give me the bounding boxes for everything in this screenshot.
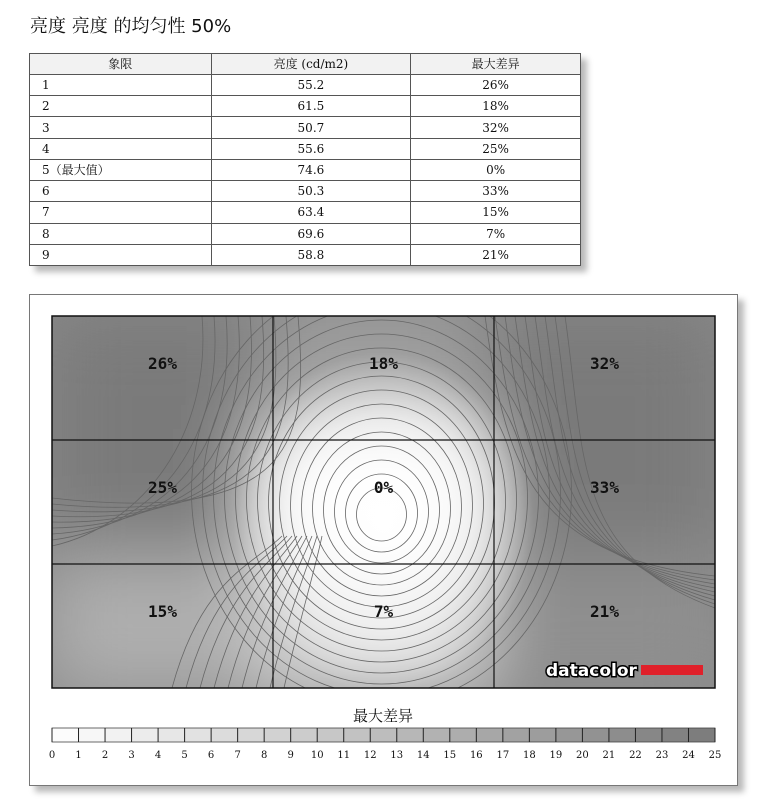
header-quadrant: 象限 [30,54,212,75]
cell-quadrant: 5（最大值） [30,159,212,180]
scale-tick-label: 19 [549,750,563,761]
scale-swatch [609,728,636,742]
scale-swatch [370,728,397,742]
scale-tick-label: 17 [496,750,510,761]
scale-tick-label: 24 [682,750,695,761]
scale-tick-label: 14 [416,750,430,761]
scale-swatch [264,728,291,742]
scale-swatch [158,728,185,742]
cell-quadrant: 8 [30,223,212,244]
scale-swatch [291,728,318,742]
cell-max-diff: 15% [411,202,581,223]
scale-swatch [476,728,503,742]
scale-tick-label: 8 [260,750,268,761]
cell-quadrant: 4 [30,138,212,159]
scale-tick-label: 0 [48,750,56,761]
cell-label: 7% [373,602,394,621]
heatmap-cell-fill [484,306,725,450]
scale-tick-label: 18 [522,750,536,761]
cell-max-diff: 25% [411,138,581,159]
scale-swatch [688,728,715,742]
header-max-diff: 最大差异 [411,54,581,75]
cell-label: 21% [590,602,619,621]
cell-luminance: 69.6 [211,223,411,244]
cell-luminance: 50.7 [211,117,411,138]
scale-swatch [105,728,132,742]
cell-max-diff: 26% [411,75,581,96]
scale-tick-label: 13 [390,750,404,761]
cell-max-diff: 33% [411,181,581,202]
cell-max-diff: 7% [411,223,581,244]
scale-tick-label: 3 [128,750,135,761]
scale-title: 最大差异 [352,707,414,725]
cell-label: 32% [590,354,619,373]
scale-tick-label: 2 [101,750,109,761]
scale-tick-label: 7 [234,750,241,761]
scale-tick-label: 1 [75,750,82,761]
scale-swatch [397,728,424,742]
scale-swatch [52,728,79,742]
scale-swatch [556,728,583,742]
cell-max-diff: 32% [411,117,581,138]
scale-swatch [185,728,212,742]
scale-swatch [529,728,556,742]
heatmap-cell-fill [42,306,283,450]
scale-swatch [503,728,530,742]
scale-tick-label: 4 [154,750,162,761]
scale-swatch [662,728,689,742]
scale-tick-label: 10 [310,750,324,761]
cell-luminance: 74.6 [211,159,411,180]
cell-max-diff: 18% [411,96,581,117]
scale-swatch [582,728,609,742]
cell-quadrant: 1 [30,75,212,96]
header-luminance: 亮度 (cd/m2) [211,54,411,75]
scale-swatch [635,728,662,742]
scale-tick-label: 15 [443,750,457,761]
scale-swatch [450,728,477,742]
scale-tick-label: 12 [363,750,377,761]
datacolor-logo: datacolor [546,661,637,681]
scale-swatch [423,728,450,742]
scale-swatch [211,728,238,742]
scale-tick-label: 9 [287,750,294,761]
cell-max-diff: 0% [411,159,581,180]
scale-tick-label: 21 [602,750,616,761]
cell-label: 25% [148,478,177,497]
scale-tick-label: 25 [708,750,722,761]
datacolor-logo-bar [641,665,703,675]
scale-tick-label: 11 [337,750,351,761]
cell-quadrant: 7 [30,202,212,223]
cell-luminance: 50.3 [211,181,411,202]
cell-luminance: 55.2 [211,75,411,96]
cell-quadrant: 3 [30,117,212,138]
cell-quadrant: 9 [30,244,212,265]
scale-swatch [238,728,265,742]
cell-label: 18% [369,354,398,373]
cell-quadrant: 2 [30,96,212,117]
scale-tick-label: 20 [576,750,589,761]
cell-luminance: 63.4 [211,202,411,223]
cell-quadrant: 6 [30,181,212,202]
cell-luminance: 55.6 [211,138,411,159]
cell-max-diff: 21% [411,244,581,265]
scale-swatch [317,728,344,742]
scale-swatch [79,728,106,742]
cell-label: 26% [148,354,177,373]
cell-label: 15% [148,602,177,621]
scale-tick-label: 5 [181,750,188,761]
cell-luminance: 58.8 [211,244,411,265]
cell-label: 33% [590,478,619,497]
page-title: 亮度 亮度 的均匀性 50% [30,16,232,37]
scale-tick-label: 23 [655,750,669,761]
scale-tick-label: 22 [629,750,642,761]
scale-tick-label: 16 [469,750,483,761]
scale-swatch [132,728,159,742]
cell-label: 0% [373,478,394,497]
scale-tick-label: 6 [207,750,215,761]
scale-swatch [344,728,371,742]
cell-luminance: 61.5 [211,96,411,117]
